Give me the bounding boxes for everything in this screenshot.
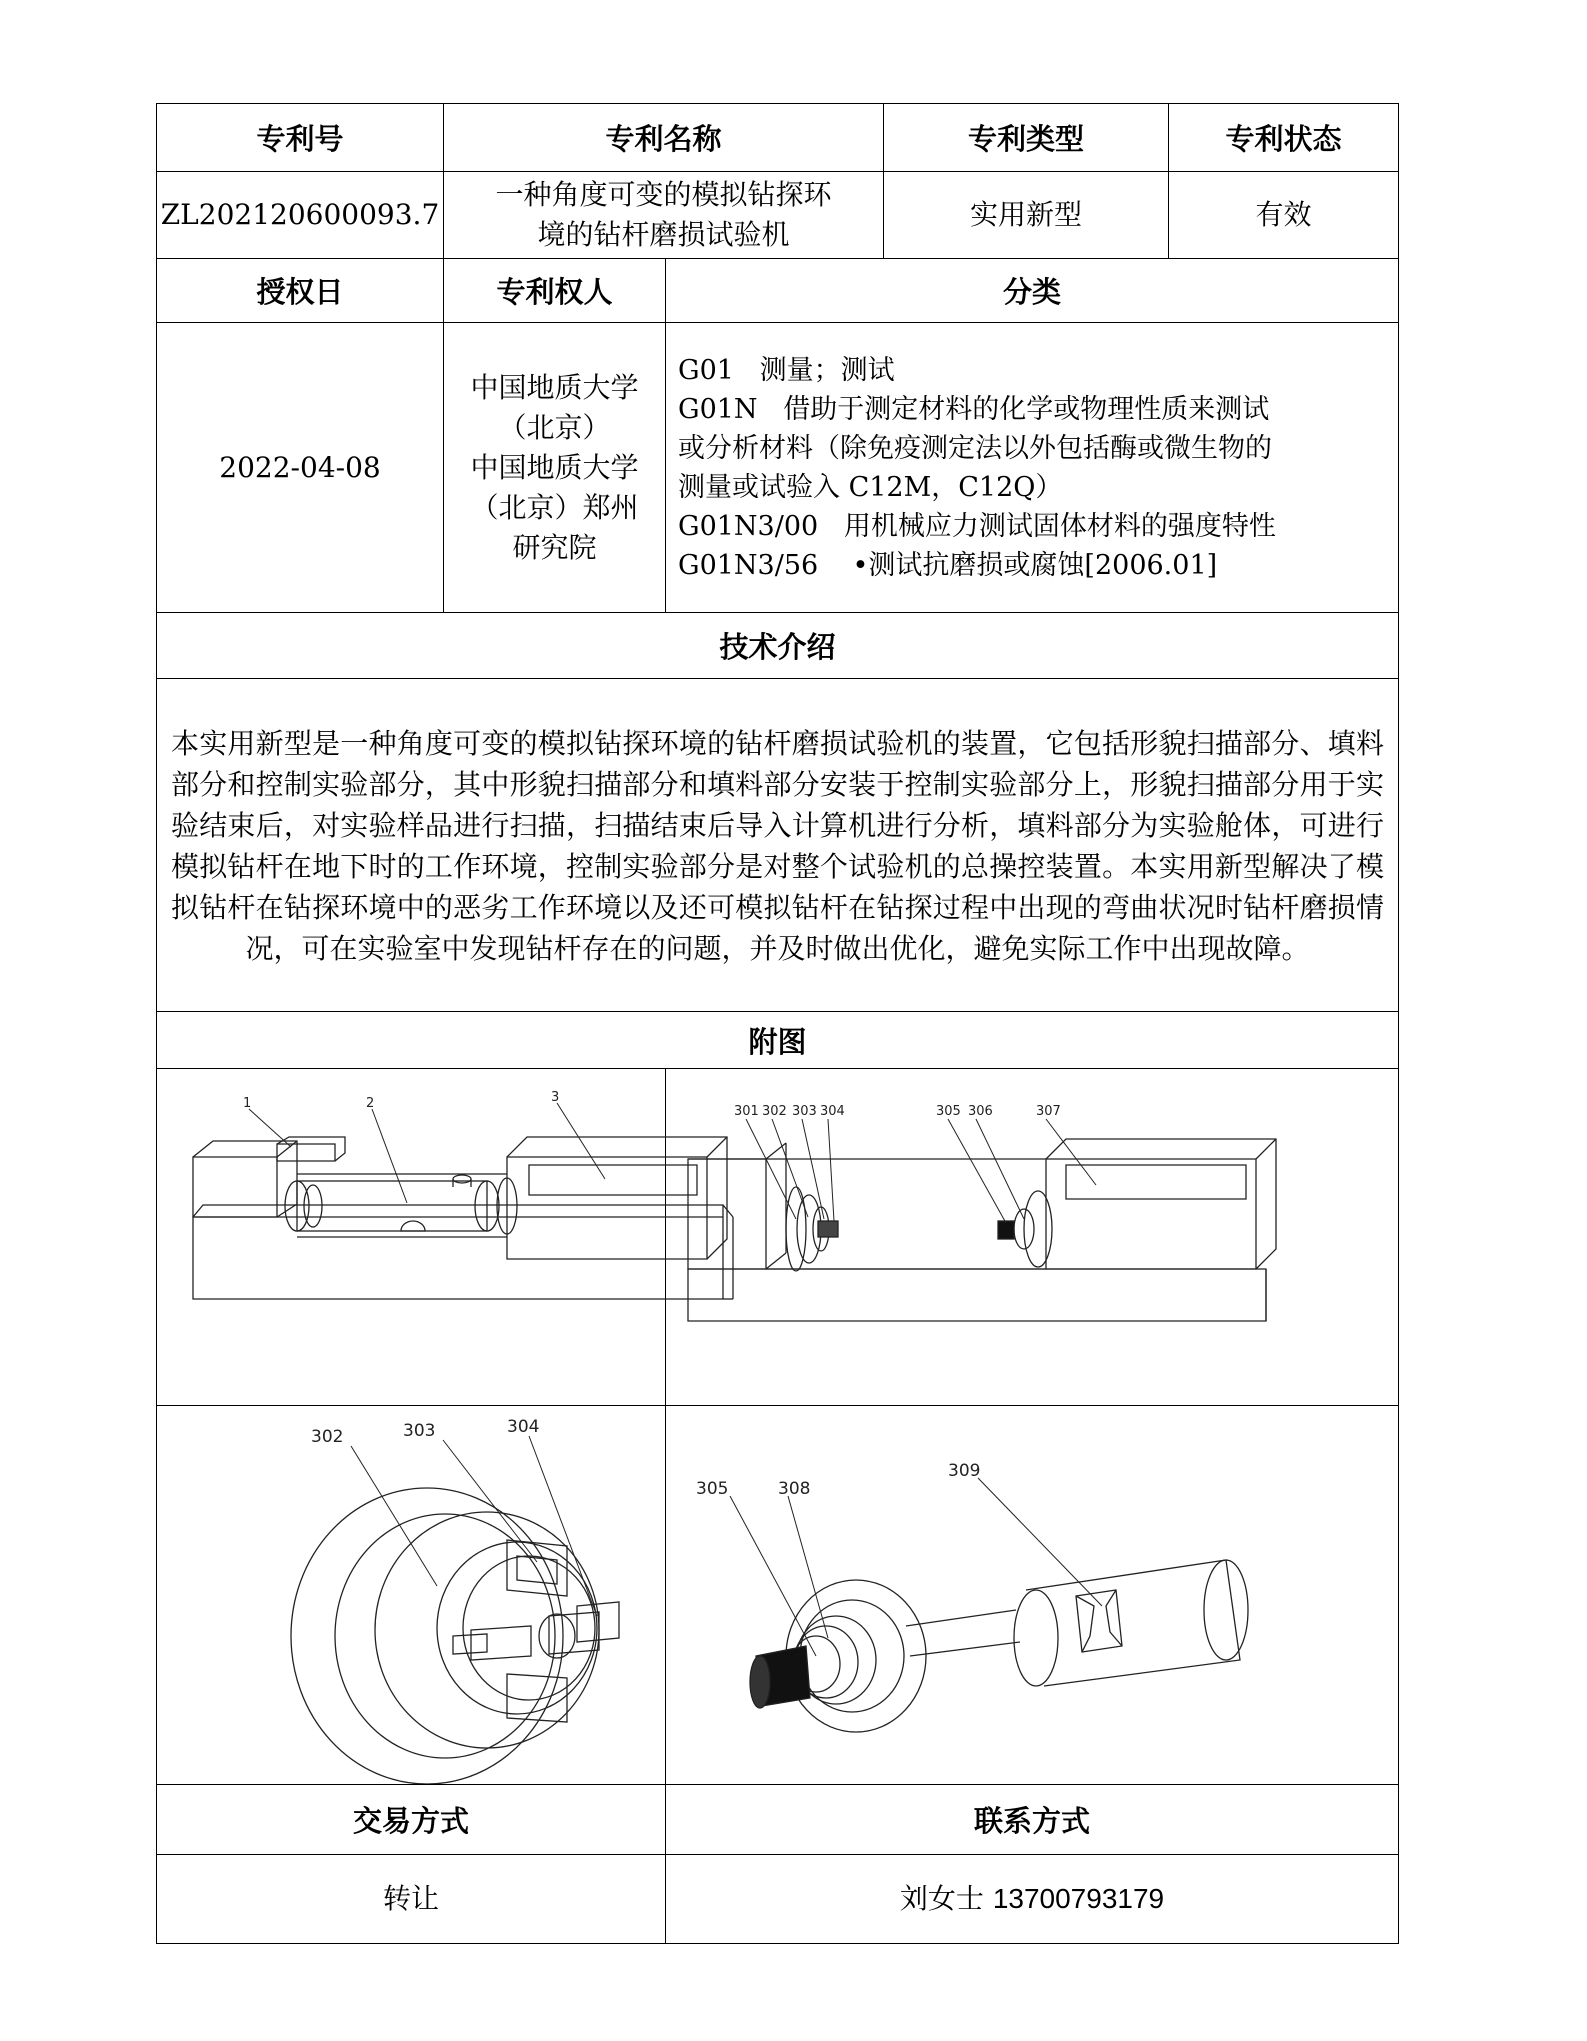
trade-method: 转让	[157, 1855, 666, 1944]
header-figures: 附图	[157, 1012, 1399, 1069]
figure-2-label: 303	[792, 1104, 817, 1119]
patent-type: 实用新型	[884, 172, 1169, 259]
patent-name-line2: 境的钻杆磨损试验机	[537, 218, 790, 251]
figure-4-label: 309	[948, 1461, 981, 1481]
header-patent-type: 专利类型	[884, 104, 1169, 172]
figure-1-label: 1	[243, 1096, 252, 1111]
patent-name-line1: 一种角度可变的模拟钻探环	[495, 178, 832, 211]
figure-2-label: 307	[1036, 1104, 1061, 1119]
header-classification: 分类	[666, 259, 1399, 323]
classification-line: G01N3/56 •测试抗磨损或腐蚀[2006.01]	[678, 549, 1218, 581]
classification-line: G01N3/00 用机械应力测试固体材料的强度特性	[678, 510, 1276, 542]
patentee-line: （北京）	[498, 410, 611, 444]
header-patent-name: 专利名称	[444, 104, 884, 172]
figure-2-cell	[666, 1069, 1399, 1406]
figure-1-label: 3	[551, 1090, 560, 1105]
figure-4-label: 305	[696, 1479, 729, 1499]
header-trade-method: 交易方式	[157, 1785, 666, 1855]
contact-name: 刘女士	[899, 1882, 984, 1915]
figure-2-chamber-detail	[666, 1069, 1286, 1405]
figure-3-label: 303	[403, 1421, 436, 1441]
figure-1-label: 2	[366, 1096, 375, 1111]
patent-sheet	[156, 103, 1398, 1944]
figure-3-cell	[157, 1406, 666, 1785]
figure-1-cell	[157, 1069, 666, 1406]
patent-name	[444, 172, 884, 259]
patent-status: 有效	[1169, 172, 1399, 259]
figure-2-label: 301	[734, 1104, 759, 1119]
figure-2-label: 304	[820, 1104, 845, 1119]
header-patent-status: 专利状态	[1169, 104, 1399, 172]
patentee-line: 研究院	[512, 530, 597, 564]
classification-line: 或分析材料（除免疫测定法以外包括酶或微生物的	[678, 432, 1272, 464]
contact	[666, 1855, 1399, 1944]
patentee-line: 中国地质大学	[470, 370, 639, 404]
figure-2-label: 302	[762, 1104, 787, 1119]
patentee	[444, 323, 666, 613]
header-grant-date: 授权日	[157, 259, 444, 323]
classification-line: 测量或试验入 C12M，C12Q）	[678, 471, 1063, 503]
header-patentee: 专利权人	[444, 259, 666, 323]
header-tech-intro: 技术介绍	[157, 613, 1399, 679]
patent-table	[156, 103, 1399, 1944]
header-contact: 联系方式	[666, 1785, 1399, 1855]
contact-phone: 13700793179	[992, 1883, 1165, 1914]
figure-3-label: 302	[311, 1427, 344, 1447]
figure-2-label: 305	[936, 1104, 961, 1119]
patent-number: ZL202120600093.7	[157, 172, 444, 259]
tech-intro: 本实用新型是一种角度可变的模拟钻探环境的钻杆磨损试验机的装置，它包括形貌扫描部分、填料部分和控制实验部分，其中形貌扫描部分和填料部分安装于控制实验部分上，形貌扫描部分用于实验结束后，对实验样品进行扫描，扫描结束后导入计算机进行分析，填料部分为实验舱体，可进行模拟钻杆在地下时的工作环境，控制实验部分是对整个试验机的总操控装置。本实用新型解决了模拟钻杆在钻探环境中的恶劣工作环境以及还可模拟钻杆在钻探过程中出现的弯曲状况时钻杆磨损情况，可在实验室中发现钻杆存在的问题，并及时做出优化，避免实际工作中出现故障。	[157, 679, 1399, 1012]
grant-date: 2022-04-08	[157, 323, 444, 613]
figure-4-rod-holder	[666, 1406, 1286, 1784]
figure-4-cell	[666, 1406, 1399, 1785]
figure-2-label: 306	[968, 1104, 993, 1119]
figure-3-label: 304	[507, 1417, 540, 1437]
header-patent-no: 专利号	[157, 104, 444, 172]
patentee-line: （北京）郑州	[470, 490, 639, 524]
figure-4-label: 308	[778, 1479, 811, 1499]
patentee-line: 中国地质大学	[470, 450, 639, 484]
classification	[666, 323, 1399, 613]
classification-line: G01 测量；测试	[678, 354, 895, 386]
classification-line: G01N 借助于测定材料的化学或物理性质来测试	[678, 393, 1270, 425]
